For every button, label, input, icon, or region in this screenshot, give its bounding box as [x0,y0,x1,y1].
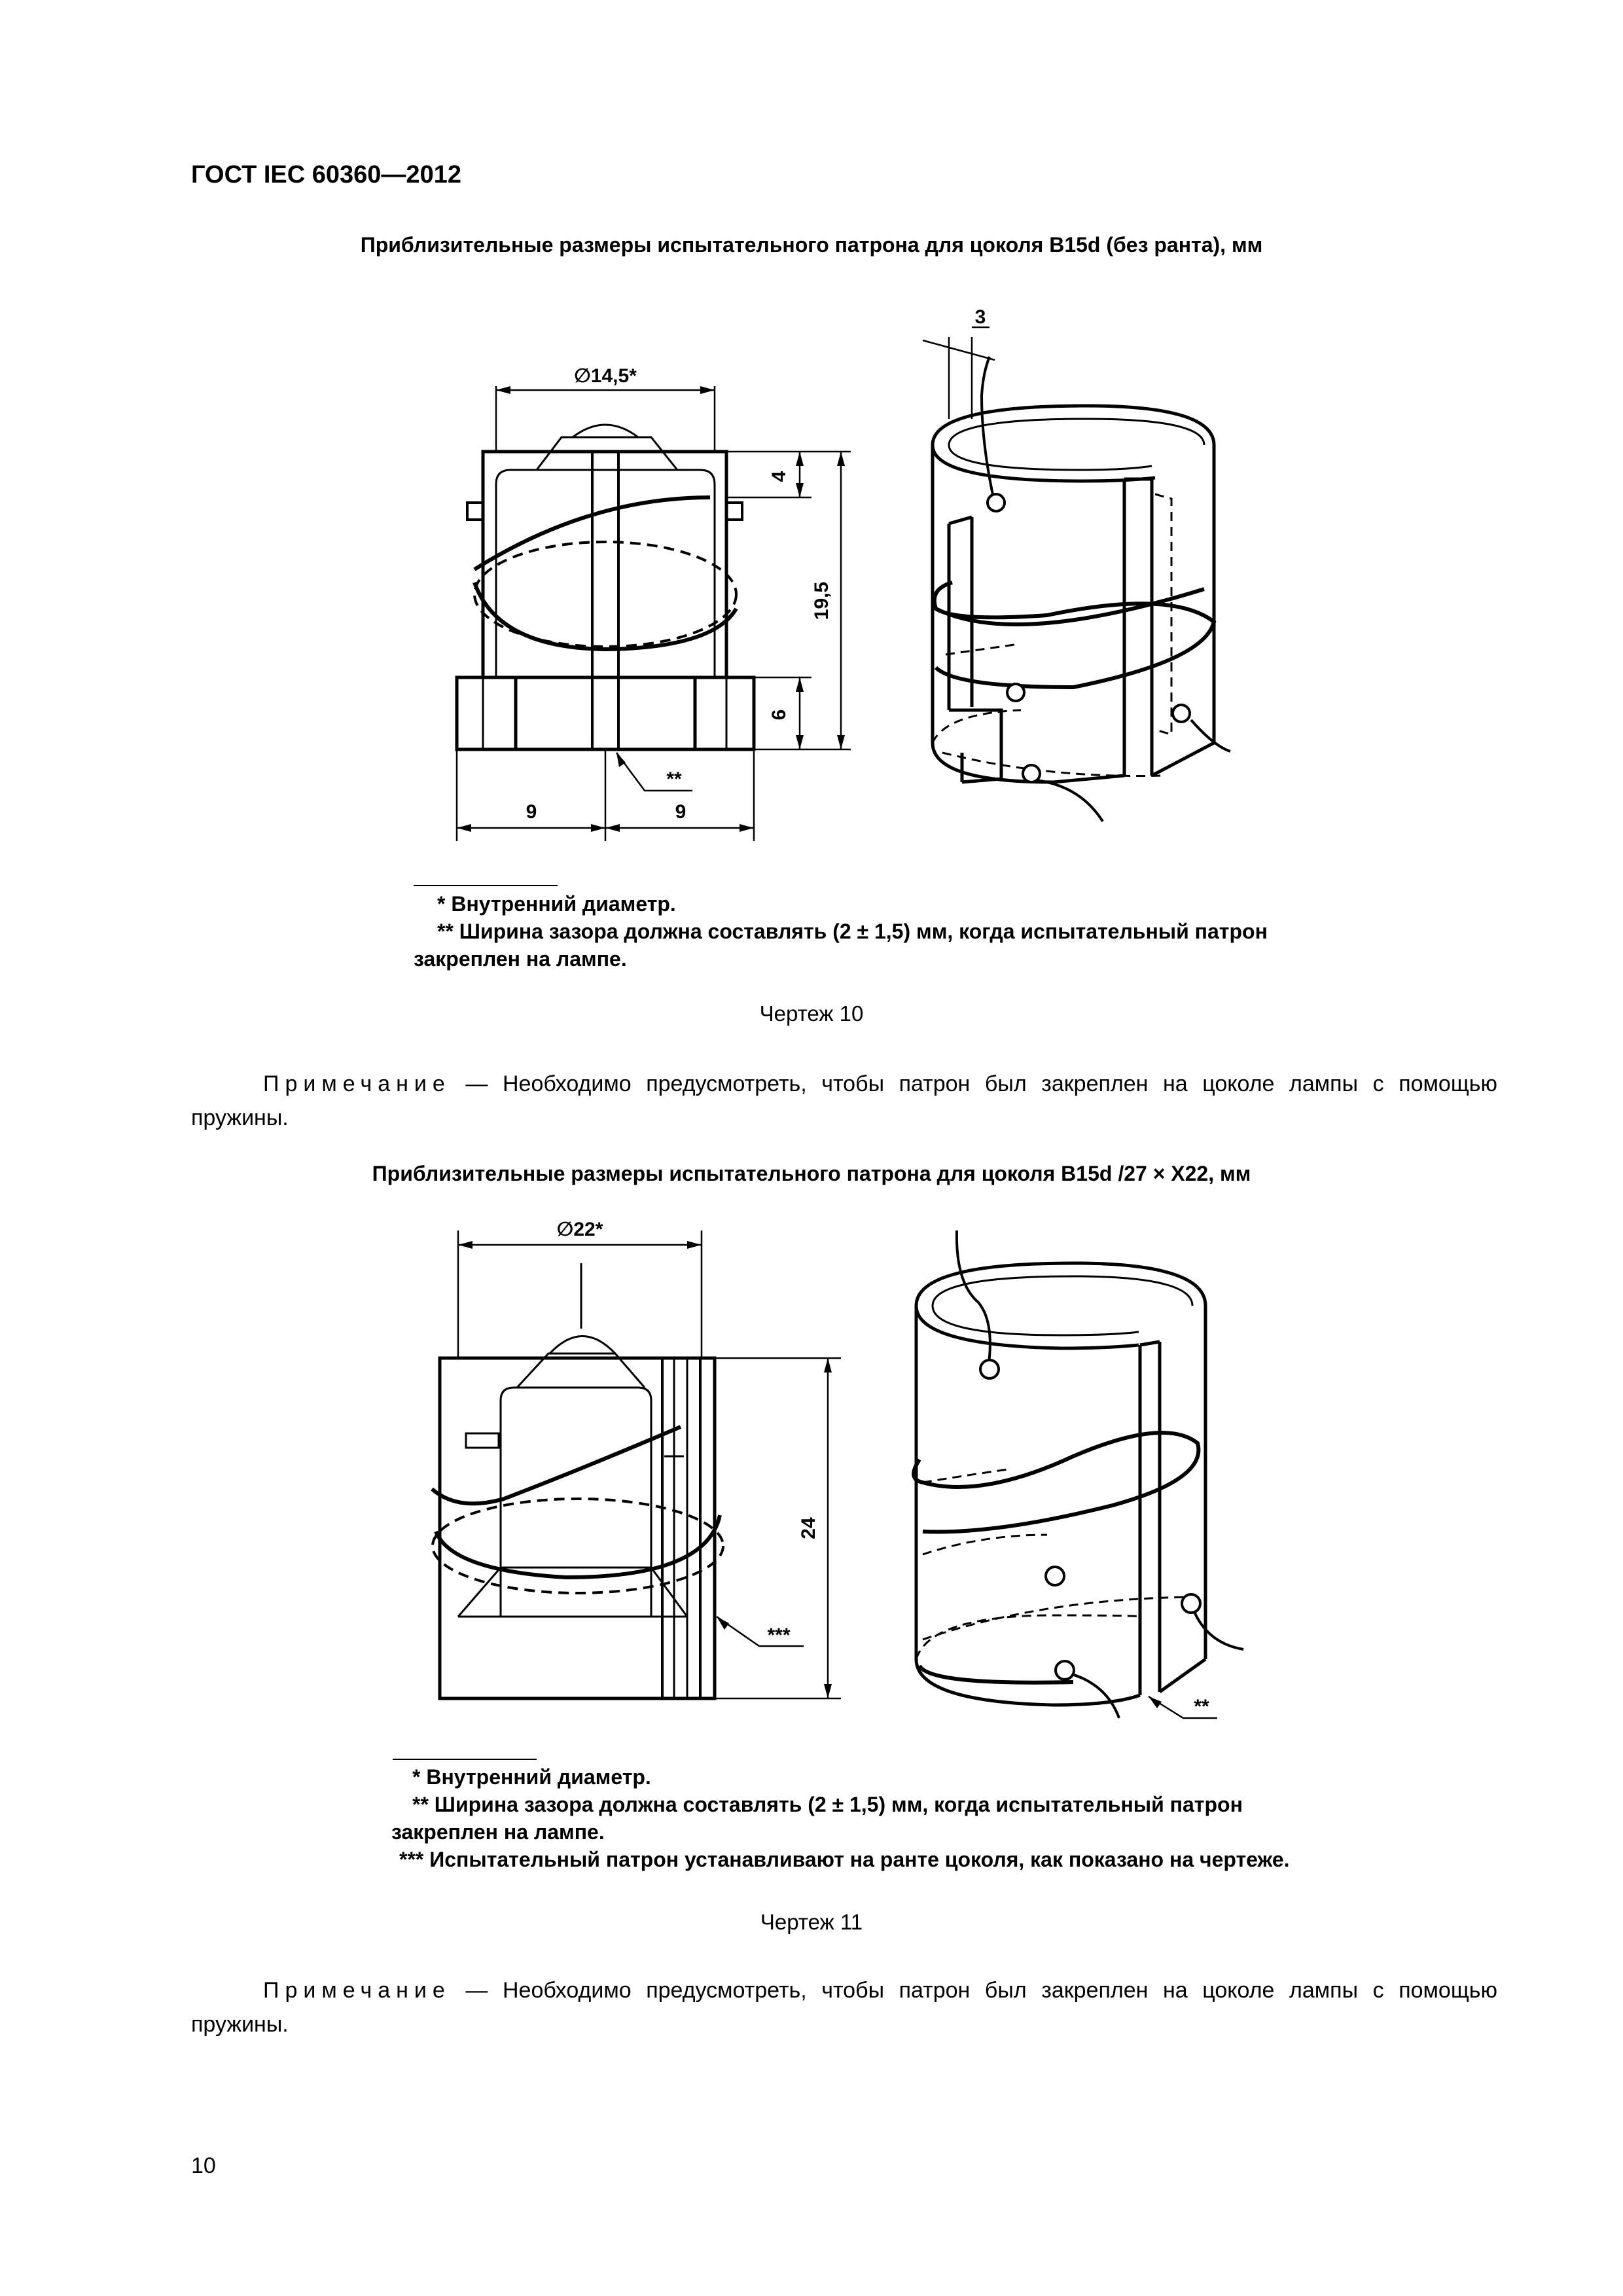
footnote-gap-width-11: ** Ширина зазора должна составлять (2 ± 1,5) мм, когда испытательный патрон [412,1793,1243,1816]
figure-11-caption: Чертеж 11 [760,1910,863,1934]
dim-width-right: 9 [675,801,687,823]
gap-mark: ** [666,768,682,790]
page-number: 10 [191,2153,216,2178]
figure-11-note [191,1973,1497,2041]
gap-mark-11: ** [1194,1696,1209,1717]
dim-width-left: 9 [526,801,537,823]
dim-height-24: 24 [798,1517,819,1539]
note-label: Примечание [263,1071,451,1096]
footnote-gap-width: ** Ширина зазора должна составлять (2 ± 1,5) мм, когда испытательный патрон [437,920,1268,943]
note-text-11: — Необходимо предусмотреть, чтобы патрон был закреплен на цоколе лампы с помощью пружины. [191,1978,1498,2037]
dim-foot-height: 6 [768,709,790,721]
figure-10-caption: Чертеж 10 [759,1001,864,1026]
footnote-inner-diameter: * Внутренний диаметр. [437,892,676,916]
figure-10-title: Приблизительные размеры испытательного патрона для цоколя B15d (без ранта), мм [360,233,1263,257]
dim-diameter-22: ∅22* [556,1219,603,1240]
dim-top-gap: 4 [768,471,790,482]
dim-height: 19,5 [811,581,832,620]
footnote-rim-mount: *** Испытательный патрон устанавливают на ранте цоколя, как показано на чертеже. [399,1848,1290,1871]
note-text: — Необходимо предусмотреть, чтобы патрон был закреплен на цоколе лампы с помощью пружины. [191,1071,1498,1130]
footnote-inner-diameter-11: * Внутренний диаметр. [412,1765,651,1789]
footnote-gap-width-cont-11: закреплен на лампе. [391,1820,605,1844]
document-code: ГОСТ IEC 60360—2012 [191,161,461,188]
dim-gap-width: 3 [974,306,986,328]
note-label-11: Примечание [263,1978,451,2003]
rim-mark: *** [767,1624,791,1646]
footnote-gap-width-cont: закреплен на лампе. [414,947,627,971]
dim-diameter: ∅14,5* [574,365,637,387]
figure-11-title: Приблизительные размеры испытательного патрона для цоколя B15d /27 × X22, мм [372,1162,1251,1185]
footnote-rule-11 [393,1759,537,1760]
